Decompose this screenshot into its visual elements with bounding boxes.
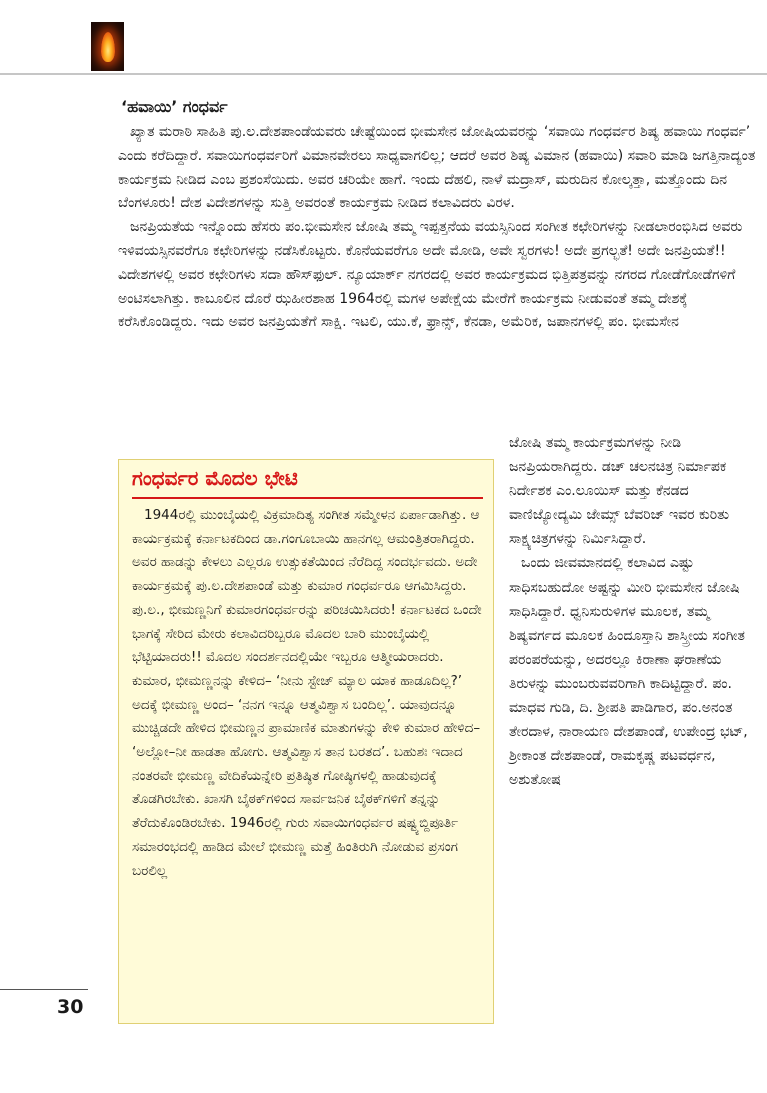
lamp-flame-logo <box>91 22 124 71</box>
page-number-rule <box>0 989 88 990</box>
header-rule <box>0 73 767 75</box>
page-number: 30 <box>57 996 84 1018</box>
article-paragraph-2: ಜನಪ್ರಿಯತೆಯ ಇನ್ನೊಂದು ಹೆಸರು ಪಂ.ಭೀಮಸೇನ ಜೋಷಿ ತಮ್ಮ ಇಪ್ಪತ್ತನೆಯ ವಯಸ್ಸಿನಿಂದ ಸಂಗೀತ ಕಛೇರಿಗಳನ್ನು ನೀಡಲಾರಂಭಿಸಿದ ಅವರು ಇಳಿವಯಸ್ಸಿನವರೆಗೂ ಕಛೇರಿಗಳನ್ನು ನಡೆಸಿಕೊಟ್ಟರು. ಕೊನೆಯವರೆಗೂ ಅದೇ ಮೋಡಿ, ಅವೇ ಸ್ವರಗಳು! ಅದೇ ಪ್ರಗಲ್ಭತೆ! ಅದೇ ಜನಪ್ರಿಯತೆ!! ವಿದೇಶಗಳಲ್ಲಿ ಅವರ ಕಛೇರಿಗಳು ಸದಾ ಹೌಸ್‌ಫುಲ್. ನ್ಯೂಯಾರ್ಕ್ ನಗರದಲ್ಲಿ ಅವರ ಕಾರ್ಯಕ್ರಮದ ಭಿತ್ತಿಪತ್ರವನ್ನು ನಗರದ ಗೋಡೆಗೋಡೆಗಳಿಗೆ ಅಂಟಿಸಲಾಗಿತ್ತು. ಕಾಬೂಲಿನ ದೊರೆ ಝಹೀರಶಾಹ 1964ರಲ್ಲಿ ಮಗಳ ಅಪೇಕ್ಷೆಯ ಮೇರೆಗೆ ಕಾರ್ಯಕ್ರಮ ನೀಡುವಂತೆ ತಮ್ಮ ದೇಶಕ್ಕೆ ಕರೆಸಿಕೊಂಡಿದ್ದರು. ಇದು ಅವರ ಜನಪ್ರಿಯತೆಗೆ ಸಾಕ್ಷಿ. ಇಟಲಿ, ಯು.ಕೆ, ಫ್ರಾನ್ಸ್, ಕೆನಡಾ, ಅಮೆರಿಕ, ಜಪಾನಗಳಲ್ಲಿ ಪಂ. ಭೀಮಸೇನ <box>118 219 743 331</box>
right-column-text <box>509 431 761 792</box>
sidebar-box-body <box>132 504 487 883</box>
lamp-flame-icon <box>101 32 115 62</box>
sidebar-box-title: ಗಂಧರ್ವರ ಮೊದಲ ಭೇಟಿ <box>132 466 298 490</box>
sidebar-box <box>118 459 494 1024</box>
sidebar-box-title-rule <box>132 497 483 499</box>
right-column-paragraph-2: ಒಂದು ಜೀವಮಾನದಲ್ಲಿ ಕಲಾವಿದ ಎಷ್ಟು ಸಾಧಿಸಬಹುದೋ ಅಷ್ಟನ್ನು ಮೀರಿ ಭೀಮಸೇನ ಜೋಷಿ ಸಾಧಿಸಿದ್ದಾರೆ. ಧ್ವನಿಸುರುಳಿಗಳ ಮೂಲಕ, ತಮ್ಮ ಶಿಷ್ಯವರ್ಗದ ಮೂಲಕ ಹಿಂದೂಸ್ತಾನಿ ಶಾಸ್ತ್ರೀಯ ಸಂಗೀತ ಪರಂಪರೆಯನ್ನು, ಅದರಲ್ಲೂ ಕಿರಾಣಾ ಘರಾಣೆಯ ತಿರುಳನ್ನು ಮುಂಬರುವವರಿಗಾಗಿ ಕಾದಿಟ್ಟಿದ್ದಾರೆ. ಪಂ. ಮಾಧವ ಗುಡಿ, ದಿ. ಶ್ರೀಪತಿ ಪಾಡಿಗಾರ, ಪಂ.ಅನಂತ ತೇರದಾಳ, ನಾರಾಯಣ ದೇಶಪಾಂಡೆ, ಉಪೇಂದ್ರ ಭಟ್, ಶ್ರೀಕಾಂತ ದೇಶಪಾಂಡೆ, ರಾಮಕೃಷ್ಣ ಪಟವರ್ಧನ, ಅಶುತೋಷ <box>509 555 748 789</box>
right-column-paragraph-1: ಜೋಷಿ ತಮ್ಮ ಕಾರ್ಯಕ್ರಮಗಳನ್ನು ನೀಡಿ ಜನಪ್ರಿಯರಾಗಿದ್ದರು. ಡಚ್ ಚಲನಚಿತ್ರ ನಿರ್ಮಾಪಕ ನಿರ್ದೇಶಕ ಎಂ.ಲೂಯಿಸ್ ಮತ್ತು ಕೆನಡದ ವಾಣಿಜ್ಯೋದ್ಯಮಿ ಜೇಮ್ಸ್ ಬೆವರಿಜ್ ಇವರ ಕುರಿತು ಸಾಕ್ಷ್ಯಚಿತ್ರಗಳನ್ನು ನಿರ್ಮಿಸಿದ್ದಾರೆ. <box>509 435 730 548</box>
main-article-text <box>118 121 760 335</box>
section-title: ‘ಹವಾಯಿ’ ಗಂಧರ್ವ <box>121 97 228 116</box>
article-paragraph-1: ಖ್ಯಾತ ಮರಾಠಿ ಸಾಹಿತಿ ಪು.ಲ.ದೇಶಪಾಂಡೆಯವರು ಚೇಷ್ಟೆಯಿಂದ ಭೀಮಸೇನ ಜೋಷಿಯವರನ್ನು ‘ಸವಾಯಿ ಗಂಧರ್ವರ ಶಿಷ್ಯ ಹವಾಯಿ ಗಂಧರ್ವ’ ಎಂದು ಕರೆದಿದ್ದಾರೆ. ಸವಾಯಿಗಂಧರ್ವರಿಗೆ ವಿಮಾನವೇರಲು ಸಾಧ್ಯವಾಗಲಿಲ್ಲ; ಆದರೆ ಅವರ ಶಿಷ್ಯ ವಿಮಾನ (ಹವಾಯಿ) ಸವಾರಿ ಮಾಡಿ ಜಗತ್ತಿನಾದ್ಯಂತ ಕಾರ್ಯಕ್ರಮ ನೀಡಿದ ಎಂಬ ಪ್ರಶಂಸೆಯಿದು. ಅವರ ಚರಿಯೇ ಹಾಗೆ. ಇಂದು ದೆಹಲಿ, ನಾಳೆ ಮದ್ರಾಸ್, ಮರುದಿನ ಕೋಲ್ಕತ್ತಾ, ಮತ್ತೊಂದು ದಿನ ಬೆಂಗಳೂರು! ದೇಶ ವಿದೇಶಗಳನ್ನು ಸುತ್ತಿ ಅವರಂತೆ ಕಾರ್ಯಕ್ರಮ ನೀಡಿದ ಕಲಾವಿದರು ವಿರಳ. <box>118 124 756 212</box>
sidebar-box-paragraph: 1944ರಲ್ಲಿ ಮುಂಬೈಯಲ್ಲಿ ವಿಕ್ರಮಾದಿತ್ಯ ಸಂಗೀತ ಸಮ್ಮೇಳನ ಏರ್ಪಾಡಾಗಿತ್ತು. ಆ ಕಾರ್ಯಕ್ರಮಕ್ಕೆ ಕರ್ನಾಟಕದಿಂದ ಡಾ.ಗಂಗೂಬಾಯಿ ಹಾನಗಲ್ಲ ಆಮಂತ್ರಿತರಾಗಿದ್ದರು. ಅವರ ಹಾಡನ್ನು ಕೇಳಲು ಎಲ್ಲರೂ ಉತ್ಸುಕತೆಯಿಂದ ನೆರೆದಿದ್ದ ಸಂದರ್ಭವದು. ಅದೇ ಕಾರ್ಯಕ್ರಮಕ್ಕೆ ಪು.ಲ.ದೇಶಪಾಂಡೆ ಮತ್ತು ಕುಮಾರ ಗಂಧರ್ವರೂ ಆಗಮಿಸಿದ್ದರು. ಪು.ಲ., ಭೀಮಣ್ಣನಿಗೆ ಕುಮಾರಗಂಧರ್ವರನ್ನು ಪರಿಚಯಿಸಿದರು! ಕರ್ನಾಟಕದ ಒಂದೇ ಭಾಗಕ್ಕೆ ಸೇರಿದ ಮೇರು ಕಲಾವಿದರಿಬ್ಬರೂ ಮೊದಲ ಬಾರಿ ಮುಂಬೈಯಲ್ಲಿ ಭೆಟ್ಟಿಯಾದರು!! ಮೊದಲ ಸಂದರ್ಶನದಲ್ಲಿಯೇ ಇಬ್ಬರೂ ಆತ್ಮೀಯರಾದರು. ಕುಮಾರ, ಭೀಮಣ್ಣನನ್ನು ಕೇಳಿದ– ‘ನೀನು ಸ್ಟೇಜ್ ಮ್ಯಾಲ ಯಾಕ ಹಾಡೂದಿಲ್ಲ?’ ಅದಕ್ಕೆ ಭೀಮಣ್ಣ ಅಂದ– ‘ನನಗ ಇನ್ನೂ ಆತ್ಮವಿಶ್ವಾಸ ಬಂದಿಲ್ಲ’. ಯಾವುದನ್ನೂ ಮುಚ್ಚಿಡದೇ ಹೇಳಿದ ಭೀಮಣ್ಣನ ಪ್ರಾಮಾಣಿಕ ಮಾತುಗಳನ್ನು ಕೇಳಿ ಕುಮಾರ ಹೇಳಿದ– ‘ಅಲ್ಲೋ–ನೀ ಹಾಡತಾ ಹೋಗು. ಆತ್ಮವಿಶ್ವಾಸ ತಾನ ಬರತದ’. ಬಹುಶಃ ಇದಾದ ನಂತರವೇ ಭೀಮಣ್ಣ ವೇದಿಕೆಯನ್ನೇರಿ ಪ್ರತಿಷ್ಠಿತ ಗೋಷ್ಠಿಗಳಲ್ಲಿ ಹಾಡುವುದಕ್ಕೆ ತೊಡಗಿರಬೇಕು. ಖಾಸಗಿ ಬೈಠಕ್‌ಗಳಿಂದ ಸಾರ್ವಜನಿಕ ಬೈಠಕ್‌ಗಳಿಗೆ ತನ್ನನ್ನು ತೆರೆದುಕೊಂಡಿರಬೇಕು. 1946ರಲ್ಲಿ ಗುರು ಸವಾಯಿಗಂಧರ್ವರ ಷಷ್ಟ್ಯಬ್ದಿಪೂರ್ತಿ ಸಮಾರಂಭದಲ್ಲಿ ಹಾಡಿದ ಮೇಲೆ ಭೀಮಣ್ಣ ಮತ್ತೆ ಹಿಂತಿರುಗಿ ನೋಡುವ ಪ್ರಸಂಗ ಬರಲಿಲ್ಲ <box>132 507 482 879</box>
